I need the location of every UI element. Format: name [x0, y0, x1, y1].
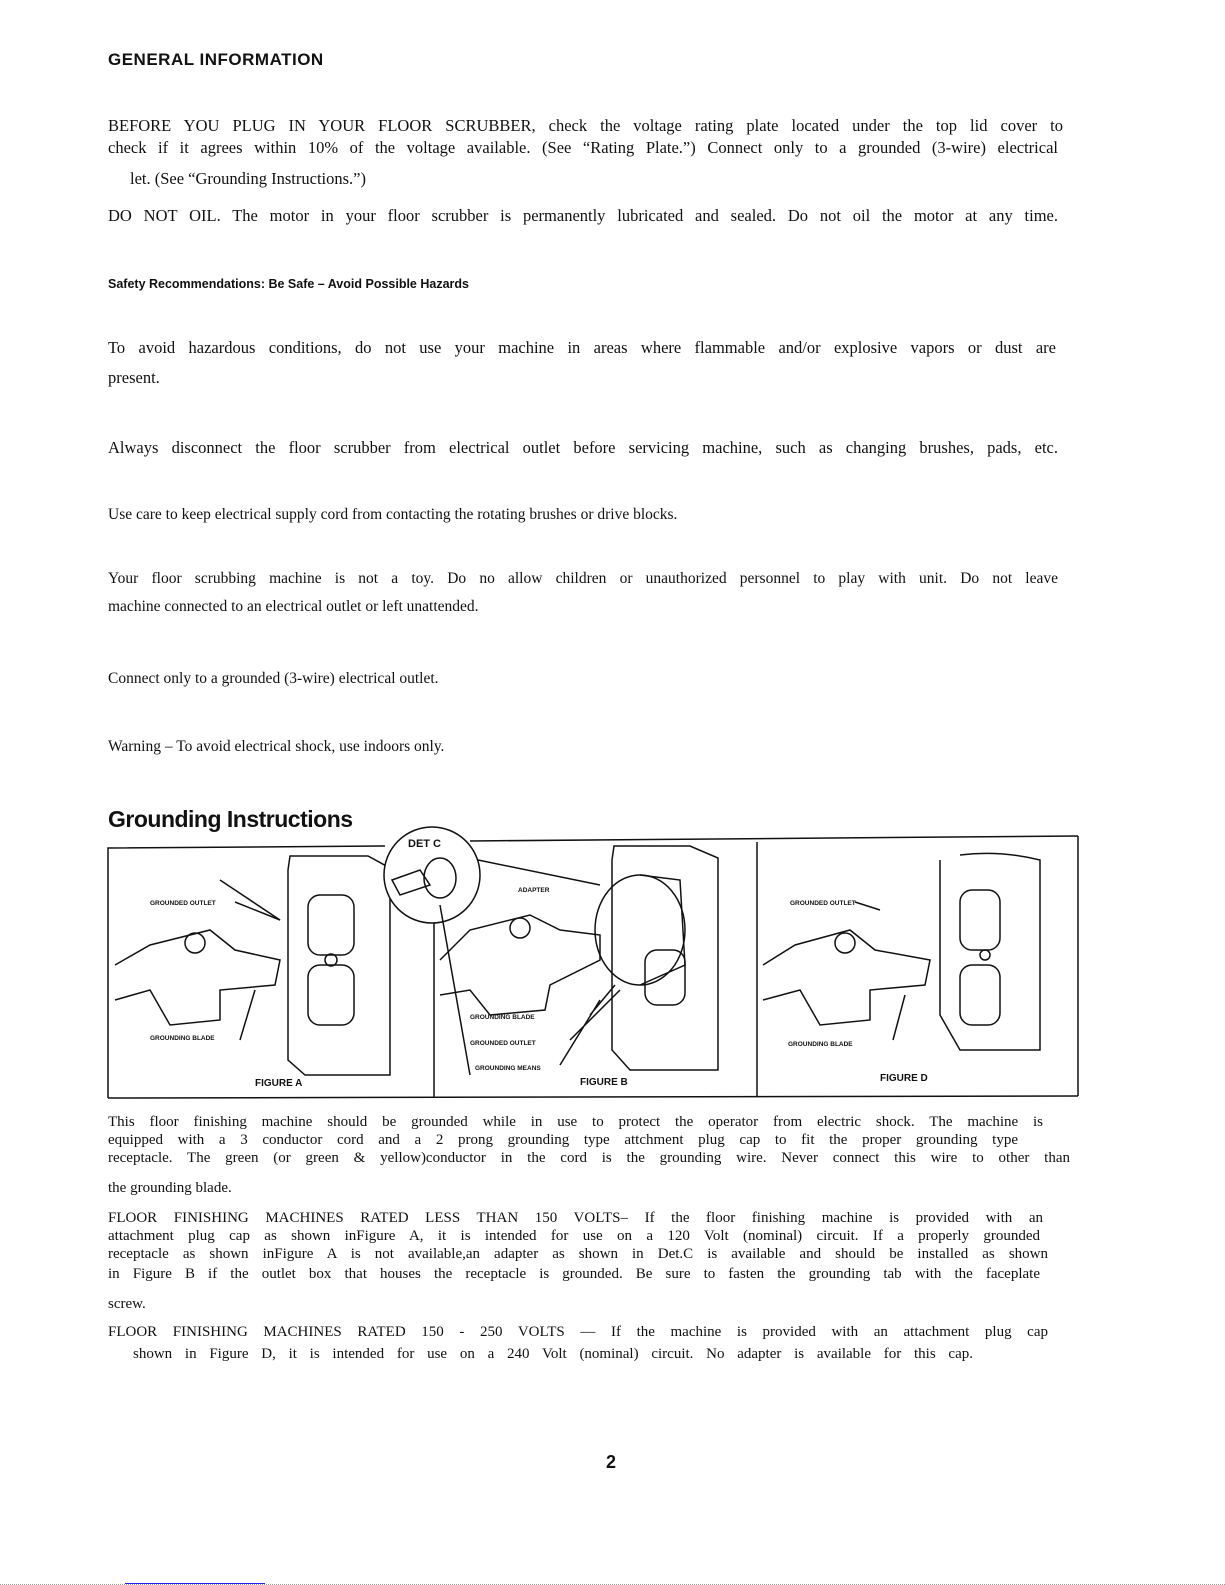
- text-line: present.: [108, 368, 160, 387]
- text-line: FLOOR FINISHING MACHINES RATED LESS THAN 150 VOLTS– If the floor finishing machine is provided with an: [108, 1210, 1043, 1226]
- text-line: in Figure B if the outlet box that houses the receptacle is grounded. Be sure to fasten the grounding tab with the faceplate: [108, 1266, 1040, 1282]
- det-c-label: DET C: [408, 838, 441, 850]
- text-line: To avoid hazardous conditions, do not use your machine in areas where flammable and/or explosive vapors or dust are: [108, 338, 1056, 357]
- figure-a-caption: FIGURE A: [255, 1078, 303, 1089]
- figure-d-drawing: [763, 853, 1040, 1050]
- label-adapter: ADAPTER: [518, 887, 550, 894]
- text-line: Warning – To avoid electrical shock, use indoors only.: [108, 738, 445, 755]
- text-line: receptacle as shown inFigure A is not available,an adapter as shown in Det.C is available and should be installed as shown: [108, 1246, 1048, 1262]
- text-line: shown in Figure D, it is intended for use on a 240 Volt (nominal) circuit. No adapter is available for this cap.: [133, 1346, 973, 1362]
- label-grounding-blade: GROUNDING BLADE: [150, 1035, 215, 1042]
- text-line: screw.: [108, 1296, 146, 1312]
- text-line: check if it agrees within 10% of the voltage available. (See “Rating Plate.”) Connect only to a grounded (3-wire) electrical: [108, 138, 1058, 157]
- text-line: FLOOR FINISHING MACHINES RATED 150 - 250 VOLTS — If the machine is provided with an attachment plug cap: [108, 1324, 1048, 1340]
- label-grounding-blade: GROUNDING BLADE: [470, 1014, 535, 1021]
- text-line: equipped with a 3 conductor cord and a 2 prong grounding type attchment plug cap to fit the proper grounding type: [108, 1132, 1018, 1148]
- figure-a-drawing: [115, 856, 390, 1075]
- figure-b-caption: FIGURE B: [580, 1077, 628, 1088]
- text-line: machine connected to an electrical outlet or left unattended.: [108, 598, 479, 615]
- text-line: Use care to keep electrical supply cord from contacting the rotating brushes or drive blocks.: [108, 506, 678, 523]
- text-line: This floor finishing machine should be grounded while in use to protect the operator from electric shock. The machine is: [108, 1114, 1043, 1130]
- safety-heading: Safety Recommendations: Be Safe – Avoid Possible Hazards: [108, 277, 469, 291]
- label-grounded-outlet: GROUNDED OUTLET: [470, 1040, 536, 1047]
- grounding-heading: Grounding Instructions: [108, 806, 353, 832]
- text-line: DO NOT OIL. The motor in your floor scrubber is permanently lubricated and sealed. Do not oil the motor at any time.: [108, 206, 1058, 225]
- label-grounding-blade: GROUNDING BLADE: [788, 1041, 853, 1048]
- text-line: let. (See “Grounding Instructions.”): [130, 169, 366, 188]
- text-line: BEFORE YOU PLUG IN YOUR FLOOR SCRUBBER, check the voltage rating plate located under the top lid cover to: [108, 116, 1063, 135]
- figure-box: [108, 846, 385, 1098]
- label-grounded-outlet: GROUNDED OUTLET: [150, 900, 216, 907]
- text-line: receptacle. The green (or green & yellow)conductor in the cord is the grounding wire. Never connect this wire to other than: [108, 1150, 1070, 1166]
- text-line: Connect only to a grounded (3-wire) electrical outlet.: [108, 670, 439, 687]
- text-line: attachment plug cap as shown inFigure A, it is intended for use on a 120 Volt (nominal) circuit. If a properly grounded: [108, 1228, 1040, 1244]
- label-grounded-outlet: GROUNDED OUTLET: [790, 900, 856, 907]
- page-number: 2: [606, 1452, 617, 1472]
- text-line: Always disconnect the floor scrubber from electrical outlet before servicing machine, such as changing brushes, pads, etc.: [108, 438, 1058, 457]
- label-grounding-means: GROUNDING MEANS: [475, 1065, 541, 1072]
- text-line: the grounding blade.: [108, 1180, 232, 1196]
- text-line: Your floor scrubbing machine is not a toy. Do no allow children or unauthorized personnel to play with unit. Do not leave: [108, 570, 1058, 587]
- scrollbar-thumb[interactable]: [125, 1583, 265, 1584]
- figure-d-caption: FIGURE D: [880, 1073, 928, 1084]
- section-heading: GENERAL INFORMATION: [108, 50, 324, 69]
